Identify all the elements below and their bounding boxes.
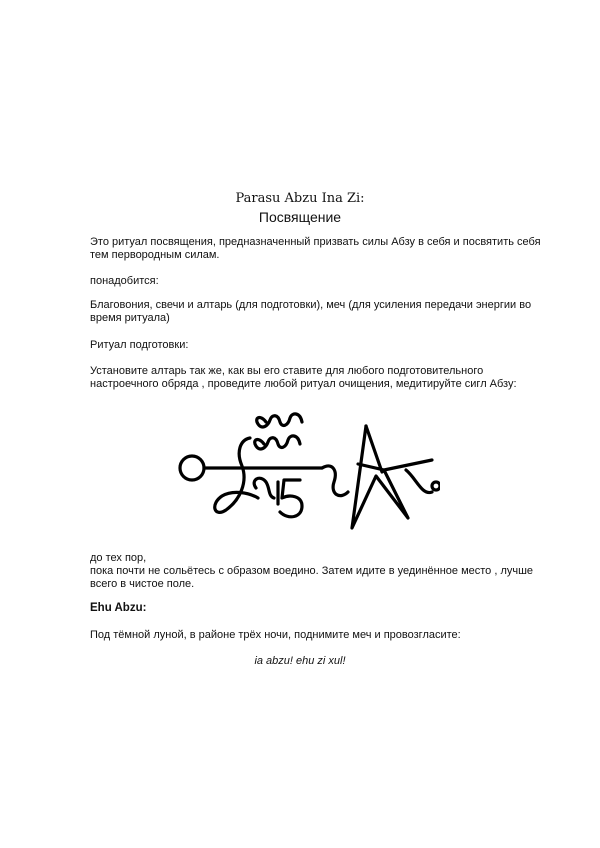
items-paragraph: [90, 299, 530, 325]
intro-line: Это ритуал посвящения, предназначенный призвать силы Абзу в себя и посвятить себя: [90, 236, 541, 248]
after-sigil-paragraph: [90, 552, 534, 591]
intro-line: тем первородным силам.: [90, 249, 220, 261]
items-line: время ритуала): [90, 312, 170, 324]
document-title: Parasu Abzu Ina Zi:: [235, 191, 365, 206]
after-line: пока почти не сольётесь с образом воедино. Затем идите в уединённое место , лучше: [90, 565, 534, 577]
document-subtitle: Посвящение: [258, 209, 342, 225]
prep-paragraph: [90, 365, 530, 391]
items-line: Благовония, свечи и алтарь (для подготовки), меч (для усиления передачи энергии во: [90, 299, 532, 311]
prep-heading: Ритуал подготовки:: [90, 339, 189, 351]
title-block: [0, 190, 600, 226]
prep-line: настроечного обряда , проведите любой ритуал очищения, медитируйте сигл Абзу:: [90, 378, 517, 390]
after-line: всего в чистое поле.: [90, 578, 195, 590]
prep-line: Установите алтарь так же, как вы его ставите для любого подготовительного: [90, 365, 484, 377]
section-heading: Ehu Abzu:: [90, 602, 147, 614]
chant-line: ia abzu! ehu zi xul!: [254, 655, 346, 667]
instruction-paragraph: Под тёмной луной, в районе трёх ночи, поднимите меч и провозгласите:: [90, 629, 461, 641]
abzu-sigil-icon: [170, 400, 440, 540]
after-line: до тех пор,: [90, 552, 147, 564]
needed-label: понадобится:: [90, 275, 159, 287]
intro-paragraph: [90, 236, 541, 262]
